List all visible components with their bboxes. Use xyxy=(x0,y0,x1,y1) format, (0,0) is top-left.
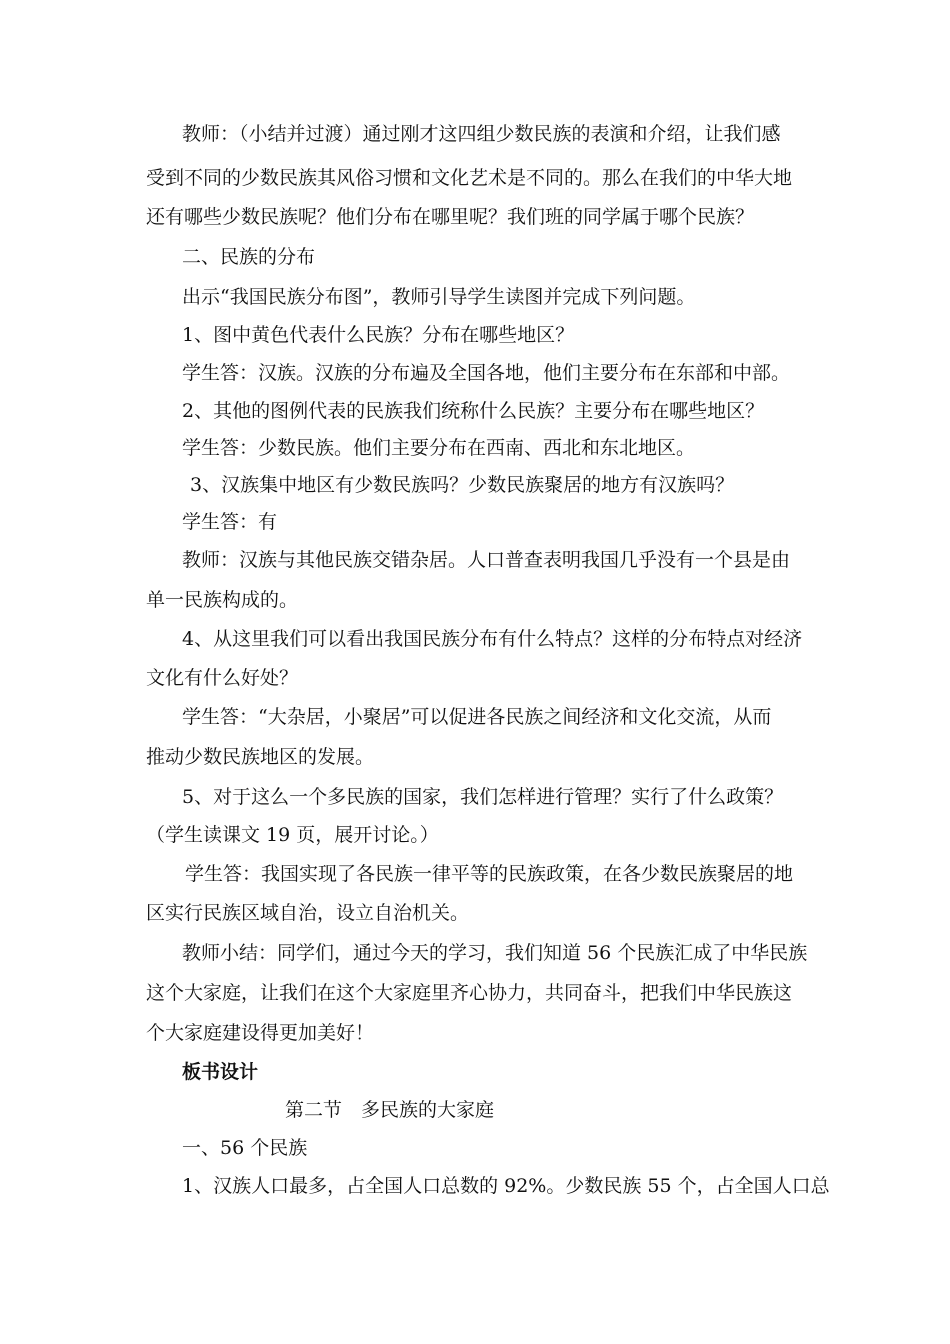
question-line: 5、对于这么一个多民族的国家，我们怎样进行管理？实行了什么政策？ xyxy=(182,786,784,808)
paragraph-line: （学生读课文 19 页，展开讨论。） xyxy=(146,824,439,846)
question-line: 2、其他的图例代表的民族我们统称什么民族？主要分布在哪些地区？ xyxy=(182,400,765,422)
paragraph-line: 单一民族构成的。 xyxy=(146,589,299,611)
answer-line: 学生答：我国实现了各民族一律平等的民族政策，在各少数民族聚居的地 xyxy=(185,863,794,885)
paragraph-line: 教师小结：同学们，通过今天的学习，我们知道 56 个民族汇成了中华民族 xyxy=(182,942,808,964)
paragraph-line: 教师：（小结并过渡）通过刚才这四组少数民族的表演和介绍，让我们感 xyxy=(182,123,781,145)
paragraph-line: 这个大家庭，让我们在这个大家庭里齐心协力，共同奋斗，把我们中华民族这 xyxy=(146,982,793,1004)
question-line: 4、从这里我们可以看出我国民族分布有什么特点？这样的分布特点对经济 xyxy=(182,628,803,650)
answer-line: 学生答：有 xyxy=(182,511,278,533)
paragraph-line: 受到不同的少数民族其风俗习惯和文化艺术是不同的。那么在我们的中华大地 xyxy=(146,167,793,189)
board-design-heading: 板书设计 xyxy=(182,1061,259,1083)
question-line: 3、汉族集中地区有少数民族吗？少数民族聚居的地方有汉族吗？ xyxy=(190,474,735,496)
board-section-title: 第二节 多民族的大家庭 xyxy=(285,1099,495,1121)
section-heading: 二、民族的分布 xyxy=(182,246,316,268)
paragraph-line: 个大家庭建设得更加美好！ xyxy=(146,1022,375,1044)
paragraph-line: 教师：汉族与其他民族交错杂居。人口普查表明我国几乎没有一个县是由 xyxy=(182,549,791,571)
answer-line: 区实行民族区域自治，设立自治机关。 xyxy=(146,902,470,924)
question-line: 文化有什么好处？ xyxy=(146,667,299,689)
answer-line: 学生答：汉族。汉族的分布遍及全国各地，他们主要分布在东部和中部。 xyxy=(182,362,791,384)
paragraph-line: 还有哪些少数民族呢？他们分布在哪里呢？我们班的同学属于哪个民族？ xyxy=(146,206,755,228)
answer-line: 推动少数民族地区的发展。 xyxy=(146,746,375,768)
board-item: 1、汉族人口最多，占全国人口总数的 92%。少数民族 55 个，占全国人口总 xyxy=(182,1175,830,1197)
paragraph-line: 出示“我国民族分布图”，教师引导学生读图并完成下列问题。 xyxy=(182,286,696,308)
board-item: 一、56 个民族 xyxy=(182,1137,308,1159)
answer-line: 学生答：“大杂居，小聚居”可以促进各民族之间经济和文化交流，从而 xyxy=(182,706,772,728)
question-line: 1、图中黄色代表什么民族？分布在哪些地区？ xyxy=(182,324,575,346)
answer-line: 学生答：少数民族。他们主要分布在西南、西北和东北地区。 xyxy=(182,437,696,459)
